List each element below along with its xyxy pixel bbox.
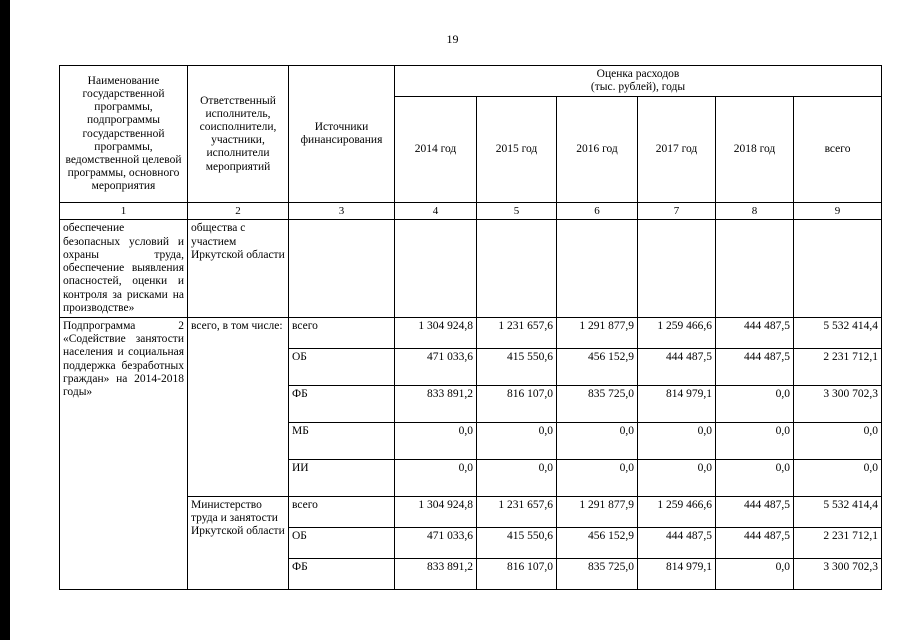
value-cell: 444 487,5 xyxy=(716,317,794,348)
column-number: 8 xyxy=(716,203,794,220)
group2-executor: Министерство труда и занятости Иркутской области xyxy=(188,496,289,589)
value-cell: 1 291 877,9 xyxy=(557,496,638,527)
value-cell: 833 891,2 xyxy=(395,558,477,589)
empty-cell xyxy=(794,220,882,318)
scan-edge-bar xyxy=(0,0,10,640)
header-executor: Ответственный исполнитель, соисполнители, участники, исполнители мероприятий xyxy=(188,66,289,203)
value-cell: 2 231 712,1 xyxy=(794,348,882,385)
source-cell: ФБ xyxy=(289,385,395,422)
value-cell: 444 487,5 xyxy=(716,527,794,558)
header-program-name: Наименование государственной программы, подпрограммы государственной программы, ведомственной целевой программы, основного мероприятия xyxy=(60,66,188,203)
header-year-2016: 2016 год xyxy=(557,97,638,203)
value-cell: 415 550,6 xyxy=(477,527,557,558)
header-expenses xyxy=(395,66,882,97)
value-cell: 471 033,6 xyxy=(395,527,477,558)
value-cell: 814 979,1 xyxy=(638,558,716,589)
value-cell: 0,0 xyxy=(716,385,794,422)
value-cell: 833 891,2 xyxy=(395,385,477,422)
continued-executor: общества с участием Иркутской области xyxy=(188,220,289,318)
value-cell: 835 725,0 xyxy=(557,558,638,589)
value-cell: 0,0 xyxy=(557,459,638,496)
continued-program-name: обеспечение безопасных условий и охраны труда, обеспечение выявления опасностей, оценки и контроля за рисками на производстве» xyxy=(60,220,188,318)
source-cell: ОБ xyxy=(289,527,395,558)
column-number: 3 xyxy=(289,203,395,220)
header-year-2017: 2017 год xyxy=(638,97,716,203)
value-cell: 1 231 657,6 xyxy=(477,496,557,527)
source-cell: всего xyxy=(289,317,395,348)
value-cell: 1 231 657,6 xyxy=(477,317,557,348)
source-cell: МБ xyxy=(289,422,395,459)
value-cell: 816 107,0 xyxy=(477,385,557,422)
empty-cell xyxy=(289,220,395,318)
empty-cell xyxy=(395,220,477,318)
column-number: 1 xyxy=(60,203,188,220)
empty-cell xyxy=(477,220,557,318)
header-expenses-unit: (тыс. рублей), годы xyxy=(590,81,686,94)
value-cell: 0,0 xyxy=(477,422,557,459)
financing-table xyxy=(59,65,882,590)
value-cell: 0,0 xyxy=(477,459,557,496)
value-cell: 0,0 xyxy=(794,422,882,459)
value-cell: 3 300 702,3 xyxy=(794,385,882,422)
value-cell: 456 152,9 xyxy=(557,527,638,558)
value-cell: 0,0 xyxy=(716,422,794,459)
value-cell: 2 231 712,1 xyxy=(794,527,882,558)
header-year-2018: 2018 год xyxy=(716,97,794,203)
page-number: 19 xyxy=(446,32,459,46)
value-cell: 816 107,0 xyxy=(477,558,557,589)
value-cell: 0,0 xyxy=(557,422,638,459)
source-cell: всего xyxy=(289,496,395,527)
header-expenses-title: Оценка расходов xyxy=(596,68,680,80)
column-number: 9 xyxy=(794,203,882,220)
empty-cell xyxy=(638,220,716,318)
header-total: всего xyxy=(794,97,882,203)
source-cell: ОБ xyxy=(289,348,395,385)
value-cell: 0,0 xyxy=(395,422,477,459)
value-cell: 0,0 xyxy=(395,459,477,496)
empty-cell xyxy=(716,220,794,318)
value-cell: 814 979,1 xyxy=(638,385,716,422)
value-cell: 1 259 466,6 xyxy=(638,496,716,527)
value-cell: 444 487,5 xyxy=(638,527,716,558)
table-row xyxy=(60,220,882,318)
group1-executor: всего, в том числе: xyxy=(188,317,289,496)
column-number: 5 xyxy=(477,203,557,220)
value-cell: 456 152,9 xyxy=(557,348,638,385)
source-cell: ИИ xyxy=(289,459,395,496)
header-source: Источники финансирования xyxy=(289,66,395,203)
header-year-2015: 2015 год xyxy=(477,97,557,203)
value-cell: 835 725,0 xyxy=(557,385,638,422)
value-cell: 471 033,6 xyxy=(395,348,477,385)
value-cell: 444 487,5 xyxy=(638,348,716,385)
value-cell: 444 487,5 xyxy=(716,496,794,527)
column-number-row xyxy=(60,203,882,220)
source-cell: ФБ xyxy=(289,558,395,589)
value-cell: 0,0 xyxy=(638,422,716,459)
empty-cell xyxy=(557,220,638,318)
value-cell: 0,0 xyxy=(794,459,882,496)
header-year-2014: 2014 год xyxy=(395,97,477,203)
column-number: 7 xyxy=(638,203,716,220)
column-number: 4 xyxy=(395,203,477,220)
table-row xyxy=(60,317,882,348)
value-cell: 415 550,6 xyxy=(477,348,557,385)
column-number: 2 xyxy=(188,203,289,220)
column-number: 6 xyxy=(557,203,638,220)
value-cell: 1 259 466,6 xyxy=(638,317,716,348)
value-cell: 0,0 xyxy=(716,459,794,496)
subprogram-name: Подпрограмма 2 «Содействие занятости населения и социальная поддержка безработных граждан» на 2014-2018 годы» xyxy=(60,317,188,589)
value-cell: 444 487,5 xyxy=(716,348,794,385)
value-cell: 3 300 702,3 xyxy=(794,558,882,589)
value-cell: 1 291 877,9 xyxy=(557,317,638,348)
value-cell: 5 532 414,4 xyxy=(794,317,882,348)
value-cell: 0,0 xyxy=(716,558,794,589)
value-cell: 5 532 414,4 xyxy=(794,496,882,527)
value-cell: 1 304 924,8 xyxy=(395,317,477,348)
value-cell: 0,0 xyxy=(638,459,716,496)
value-cell: 1 304 924,8 xyxy=(395,496,477,527)
